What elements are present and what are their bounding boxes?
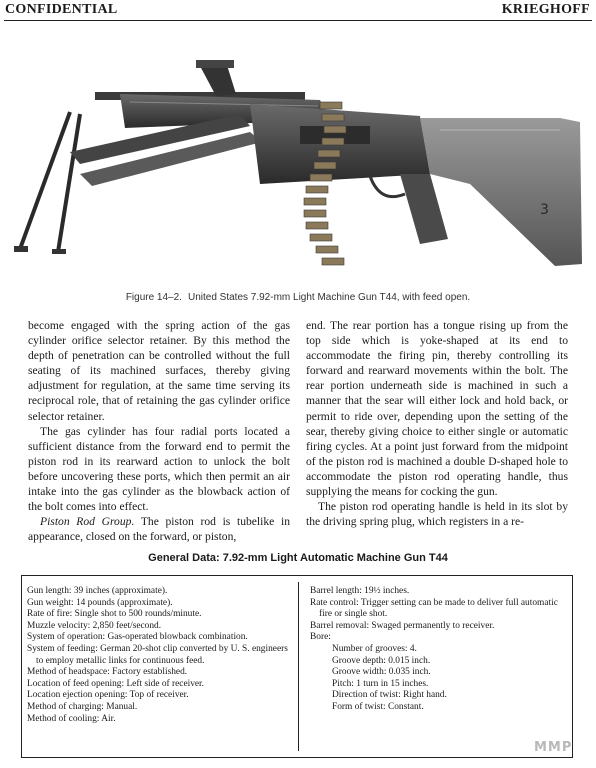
spec-row: Rate of fire: Single shot to 500 rounds/minute.	[27, 609, 202, 620]
text-column-left	[28, 318, 290, 544]
spec-row: Gun length: 39 inches (approximate).	[27, 586, 168, 596]
spec-row: Method of cooling: Air.	[27, 713, 116, 724]
page-header-left: CONFIDENTIAL	[5, 2, 118, 17]
figure-caption-text: United States 7.92-mm Light Machine Gun T44, with feed open.	[187, 292, 471, 303]
spec-row: Location ejection opening: Top of receiver.	[27, 690, 189, 701]
spec-row: Method of charging: Manual.	[27, 701, 138, 712]
paragraph: become engaged with the spring action of the gas cylinder orifice selector retainer. By this method the depth of penetration can be controlled without the full seating of its machined surfaces, thereby giving adjustment for regulation, at the same time serving its reciprocal role, that of retaining the gas cylinder orifice selector retainer.	[28, 319, 290, 423]
bore-spec-row: Number of grooves: 4.	[332, 643, 417, 654]
bore-spec-row: Pitch: 1 turn in 15 inches.	[332, 678, 429, 689]
spec-row: Barrel removal: Swaged permanently to receiver.	[310, 620, 495, 631]
bore-spec-row: Form of twist: Constant.	[332, 701, 424, 712]
spec-row: Location of feed opening: Left side of receiver.	[27, 678, 205, 689]
page-header-right: KRIEGHOFF	[501, 2, 590, 17]
spec-column-right	[310, 586, 566, 714]
section-heading: Piston Rod Group.	[40, 515, 135, 529]
bore-spec-row: Direction of twist: Right hand.	[332, 690, 447, 701]
watermark-logo: MMP	[534, 740, 573, 755]
paragraph-text: The piston rod is tubelike in appearance, closed on the forward, or piston,	[28, 515, 290, 544]
bore-spec-row: Groove depth: 0.015 inch.	[332, 655, 431, 666]
spec-row: System of operation: Gas-operated blowback combination.	[27, 632, 248, 643]
machine-gun-photo	[0, 34, 596, 282]
figure-number: Figure 14–2.	[125, 292, 182, 303]
spec-column-left	[27, 586, 289, 725]
header-rule	[4, 20, 592, 21]
spec-row: Method of headspace: Factory established.	[27, 667, 188, 678]
paragraph: The piston rod operating handle is held in its slot by the driving spring plug, which registers in a re-	[306, 500, 568, 529]
spec-row: Muzzle velocity: 2,850 feet/second.	[27, 620, 162, 631]
paragraph	[28, 514, 290, 544]
bore-spec-row: Groove width: 0.035 inch.	[332, 667, 431, 678]
column-divider	[298, 582, 299, 751]
spec-row: Bore:	[310, 632, 331, 643]
spec-row: System of feeding: German 20-shot clip converted by U. S. engineers to employ metallic links for continuous feed.	[27, 643, 288, 666]
spec-row: Barrel length: 19½ inches.	[310, 586, 410, 596]
stock-marking: 3	[540, 202, 549, 218]
spec-row: Rate control: Trigger setting can be made to deliver full automatic fire or single shot.	[310, 597, 558, 620]
general-data-table	[21, 575, 573, 758]
spec-row: Gun weight: 14 pounds (approximate).	[27, 597, 173, 608]
table-title: General Data: 7.92-mm Light Automatic Machine Gun T44	[148, 552, 448, 564]
text-column-right	[306, 318, 568, 529]
paragraph: end. The rear portion has a tongue rising up from the top side which is yoke-shaped at its end to accommodate the firing pin, thereby controlling its forward and rearward movements within the bolt. The rear portion underneath side is machined in such a manner that the sear will either lock and hold back, or permit to ride over, depending upon the setting of the sear, thereby giving choice to either single or automatic firing cycles. At a point just forward from the midpoint of the piston rod is machined a double D-shaped hole to accommodate the piston rod operating handle, thus supplying the means for cocking the gun.	[306, 319, 568, 499]
paragraph: The gas cylinder has four radial ports located a sufficient distance from the forward end to permit the piston rod in its rearward action to unlock the bolt before uncovering these ports, which then permit an air intake into the gas cylinder as the blowback action of the bolt comes into effect.	[28, 424, 290, 514]
figure-caption	[0, 292, 596, 303]
